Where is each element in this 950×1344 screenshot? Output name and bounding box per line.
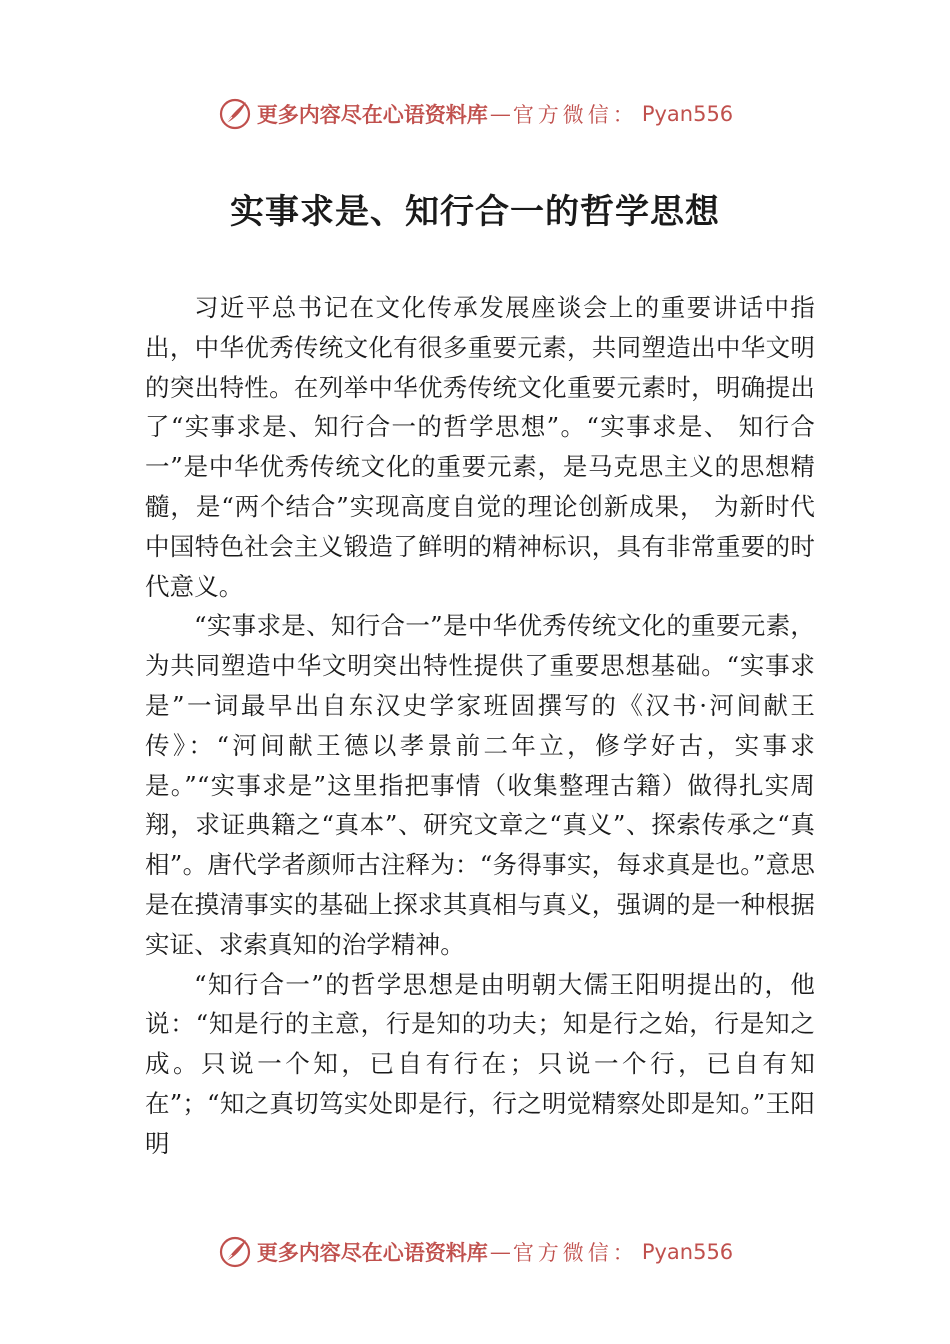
document-body xyxy=(145,288,815,1164)
body-paragraph-1: 习近平总书记在文化传承发展座谈会上的重要讲话中指出，中华优秀传统文化有很多重要元素，共同塑造出中华文明的突出特性。在列举中华优秀传统文化重要元素时，明确提出了“实事求是、知行合一的哲学思想”。“实事求是、 知行合一”是中华优秀传统文化的重要元素，是马克思主义的思想精髓，是“两个结合”实现高度自觉的理论创新成果， 为新时代中国特色社会主义锻造了鲜明的精神标识，具有非常重要的时代意义。 xyxy=(145,293,815,601)
banner-separator: — xyxy=(489,1240,511,1264)
banner-text: 更多内容尽在心语资料库 xyxy=(256,1240,488,1265)
banner-text: 更多内容尽在心语资料库 xyxy=(256,102,488,127)
body-paragraph-3: “知行合一”的哲学思想是由明朝大儒王阳明提出的，他说：“知是行的主意，行是知的功夫；知是行之始，行是知之成。只说一个知，已自有行在；只说一个行，已自有知在”；“知之真切笃实处即是行，行之明觉精察处即是知。”王阳明 xyxy=(145,969,815,1158)
banner-wechat-label: 官方微信： xyxy=(512,103,638,127)
banner-wechat-label: 官方微信： xyxy=(512,1241,638,1265)
body-paragraph-2: “实事求是、知行合一”是中华优秀传统文化的重要元素，为共同塑造中华文明突出特性提供了重要思想基础。“实事求是”一词最早出自东汉史学家班固撰写的《汉书·河间献王传》：“河间献王德以孝景前二年立，修学好古，实事求是。”“实事求是”这里指把事情（收集整理古籍）做得扎实周翔，求证典籍之“真本”、研究文章之“真义”、探索传承之“真相”。唐代学者颜师古注释为：“务得事实，每求真是也。”意思是在摸清事实的基础上探求其真相与真义，强调的是一种根据实证、求索真知的治学精神。 xyxy=(145,611,815,959)
header-watermark-banner xyxy=(0,94,950,134)
footer-watermark-banner xyxy=(0,1232,950,1272)
quill-logo-icon xyxy=(217,1234,253,1270)
document-title: 实事求是、知行合一的哲学思想 xyxy=(230,192,720,232)
banner-wechat-id: Pyan556 xyxy=(641,102,734,126)
banner-separator: — xyxy=(489,102,511,126)
banner-wechat-id: Pyan556 xyxy=(641,1240,734,1264)
quill-logo-icon xyxy=(217,96,253,132)
